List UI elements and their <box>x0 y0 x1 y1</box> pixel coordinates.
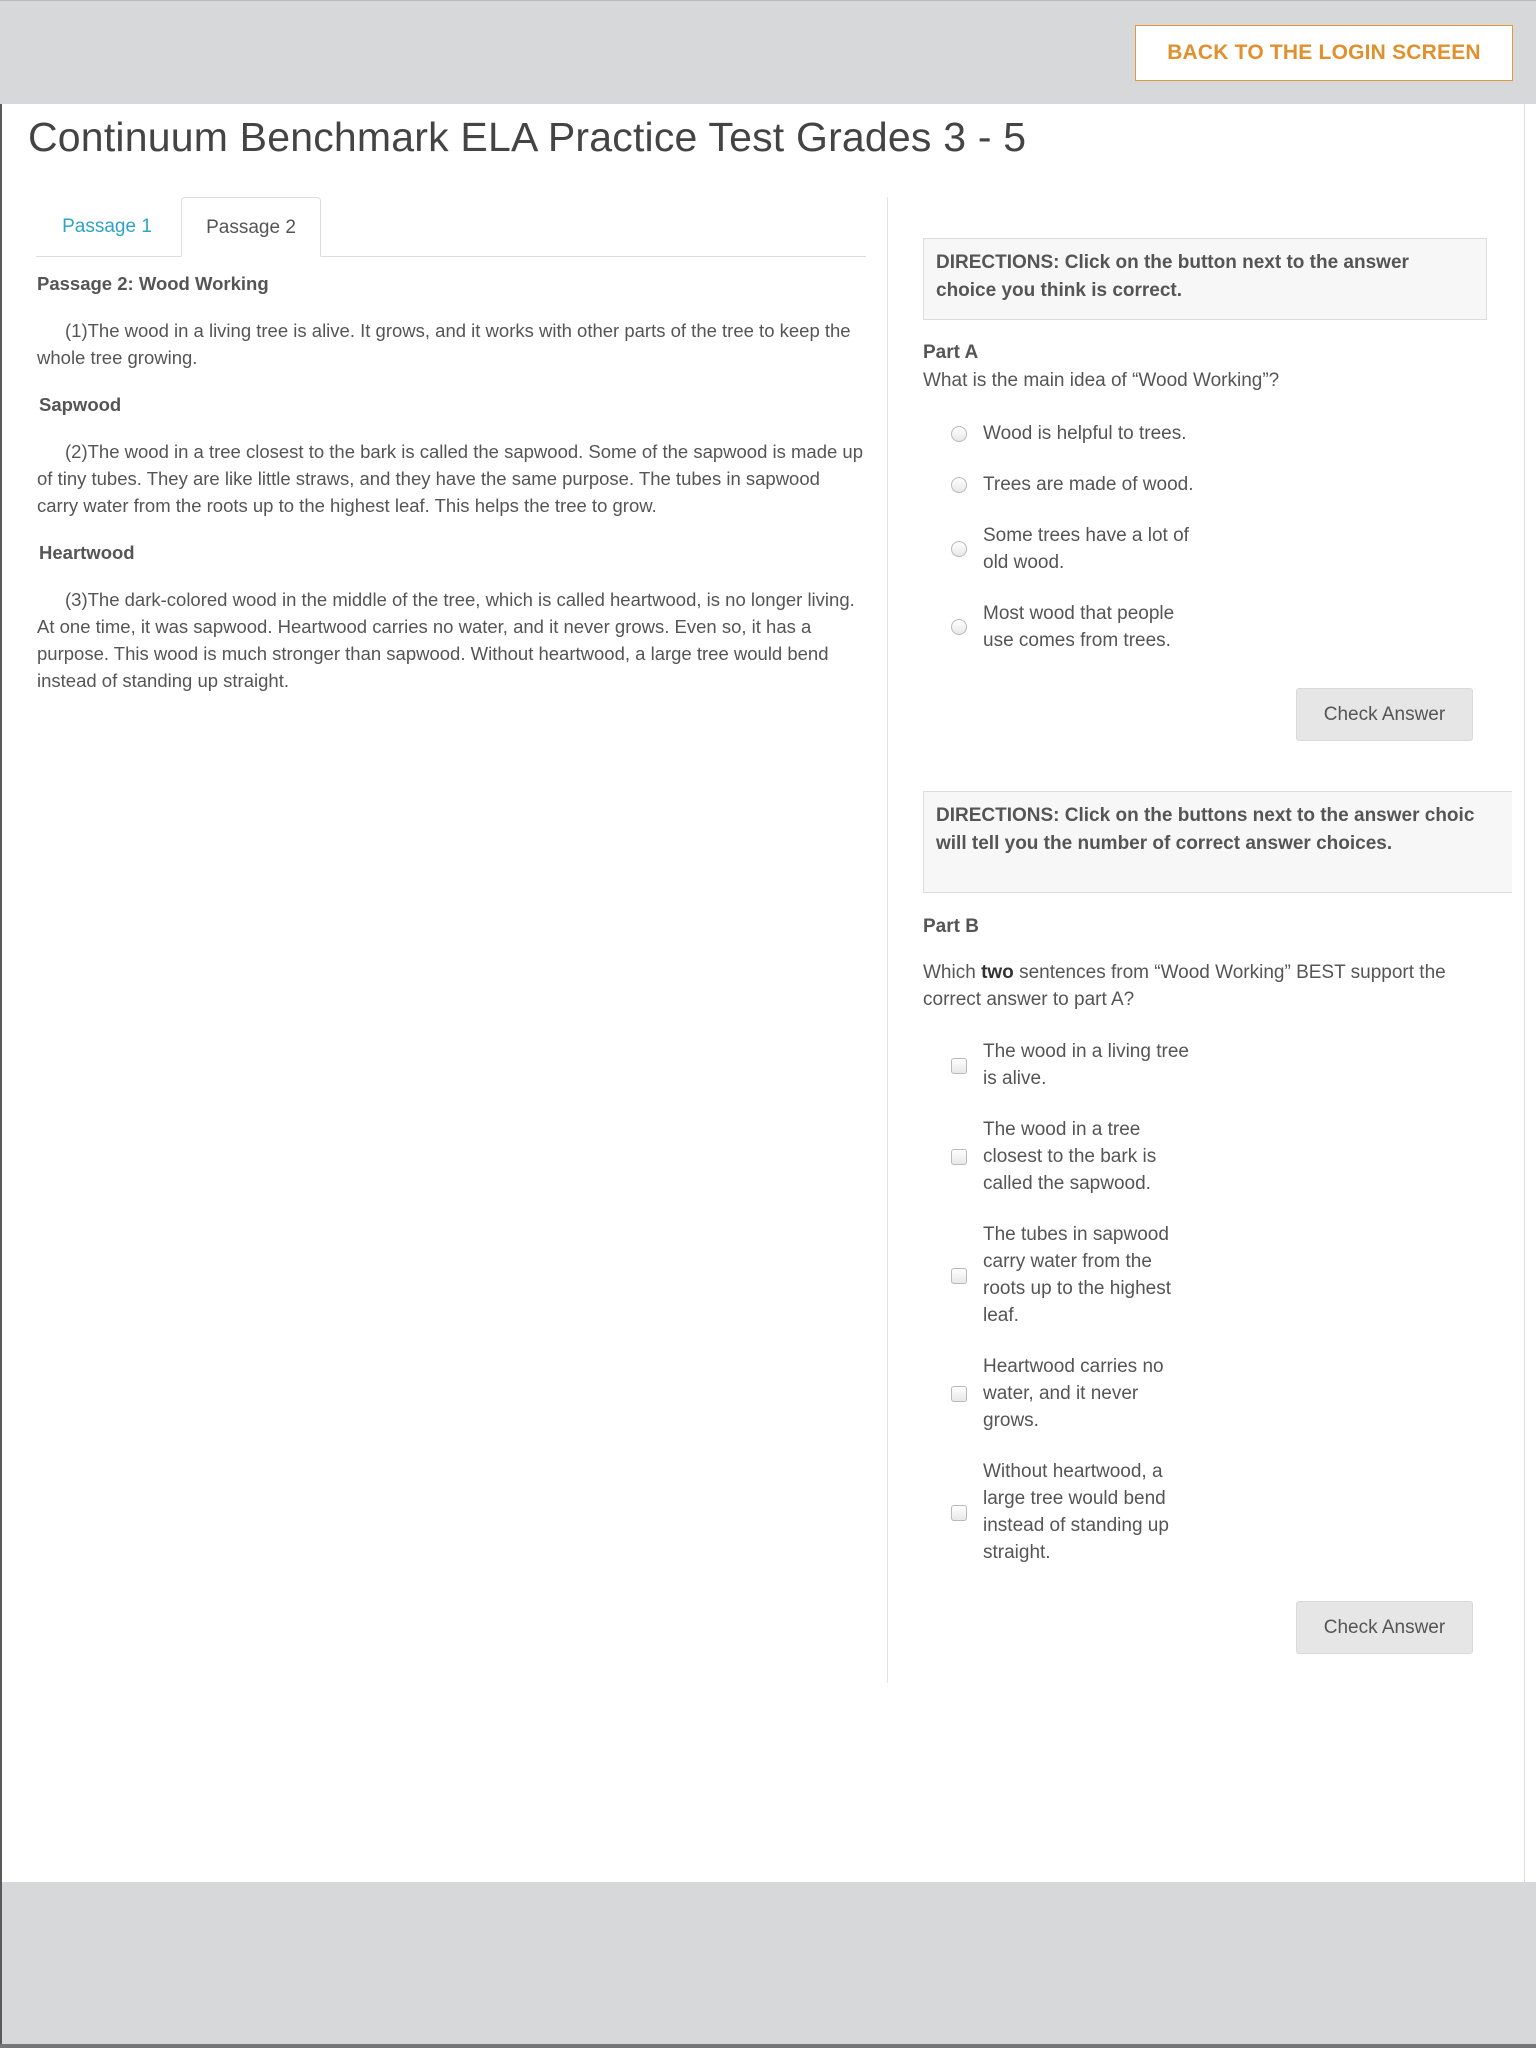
tab-passage-1[interactable]: Passage 1 <box>62 216 152 237</box>
back-to-login-button[interactable]: BACK TO THE LOGIN SCREEN <box>1135 25 1513 81</box>
checkbox[interactable] <box>951 1505 967 1521</box>
footer-area <box>2 1898 1536 2048</box>
passage-title: Passage 2: Wood Working <box>37 273 269 294</box>
passage-text <box>37 270 863 714</box>
part-b-check-answer-button[interactable]: Check Answer <box>1296 1601 1473 1654</box>
choice-text: Wood is helpful to trees. <box>983 423 1187 444</box>
checkbox[interactable] <box>951 1386 967 1402</box>
radio-button[interactable] <box>951 541 967 557</box>
part-b-label: Part B <box>923 916 979 937</box>
passage-tabs <box>36 197 866 257</box>
part-a-label: Part A <box>923 342 979 363</box>
checkbox[interactable] <box>951 1149 967 1165</box>
bottom-border <box>0 2044 1536 2048</box>
checkbox[interactable] <box>951 1058 967 1074</box>
passage-paragraph-3: (3)The dark-colored wood in the middle of the tree, which is called heartwood, is no longer living. At one time, it was sapwood. Heartwood carries no water, and it never grows. Even so, it has a purpose. This wood is much stronger than sapwood. Without heartwood, a large tree would bend instead of standing up straight. <box>37 589 855 691</box>
radio-button[interactable] <box>951 477 967 493</box>
part-a-question: What is the main idea of “Wood Working”? <box>923 370 1280 391</box>
tab-passage-2[interactable]: Passage 2 <box>181 197 321 257</box>
choice-text: Heartwood carries no water, and it never grows. <box>983 1356 1164 1431</box>
choice-text: The wood in a living tree is alive. <box>983 1041 1189 1089</box>
choice-text: The wood in a tree closest to the bark is called the sapwood. <box>983 1119 1157 1194</box>
scrollbar-track[interactable] <box>1524 104 1536 1882</box>
passage-paragraph-2: (2)The wood in a tree closest to the bark is called the sapwood. Some of the sapwood is made up of tiny tubes. They are like little straws, and they have the same purpose. The tubes in sapwood carry water from the roots up to the highest leaf. This helps the tree to grow. <box>37 441 864 516</box>
part-a-directions: DIRECTIONS: Click on the button next to the answer choice you think is correct. <box>923 238 1487 320</box>
choice-text: The tubes in sapwood carry water from the roots up to the highest leaf. <box>983 1224 1172 1326</box>
choice-text: Without heartwood, a large tree would bend instead of standing up straight. <box>983 1461 1169 1563</box>
passage-heading-sapwood: Sapwood <box>39 394 122 415</box>
checkbox[interactable] <box>951 1268 967 1284</box>
choice-text: Some trees have a lot of old wood. <box>983 525 1189 573</box>
choice-text: Most wood that people use comes from trees. <box>983 603 1175 651</box>
part-b-question: Which two sentences from “Wood Working” BEST support the correct answer to part A? <box>923 962 1446 1010</box>
top-bar <box>0 0 1536 104</box>
part-a-check-answer-button[interactable]: Check Answer <box>1296 688 1473 741</box>
page-title: Continuum Benchmark ELA Practice Test Grades 3 - 5 <box>28 114 1027 160</box>
part-b-directions: DIRECTIONS: Click on the buttons next to the answer choic will tell you the number of correct answer choices. <box>923 791 1512 893</box>
radio-button[interactable] <box>951 426 967 442</box>
column-divider <box>887 197 888 1683</box>
passage-paragraph-1: (1)The wood in a living tree is alive. It grows, and it works with other parts of the tree to keep the whole tree growing. <box>37 320 851 368</box>
choice-text: Trees are made of wood. <box>983 474 1194 495</box>
radio-button[interactable] <box>951 619 967 635</box>
passage-heading-heartwood: Heartwood <box>39 542 135 563</box>
